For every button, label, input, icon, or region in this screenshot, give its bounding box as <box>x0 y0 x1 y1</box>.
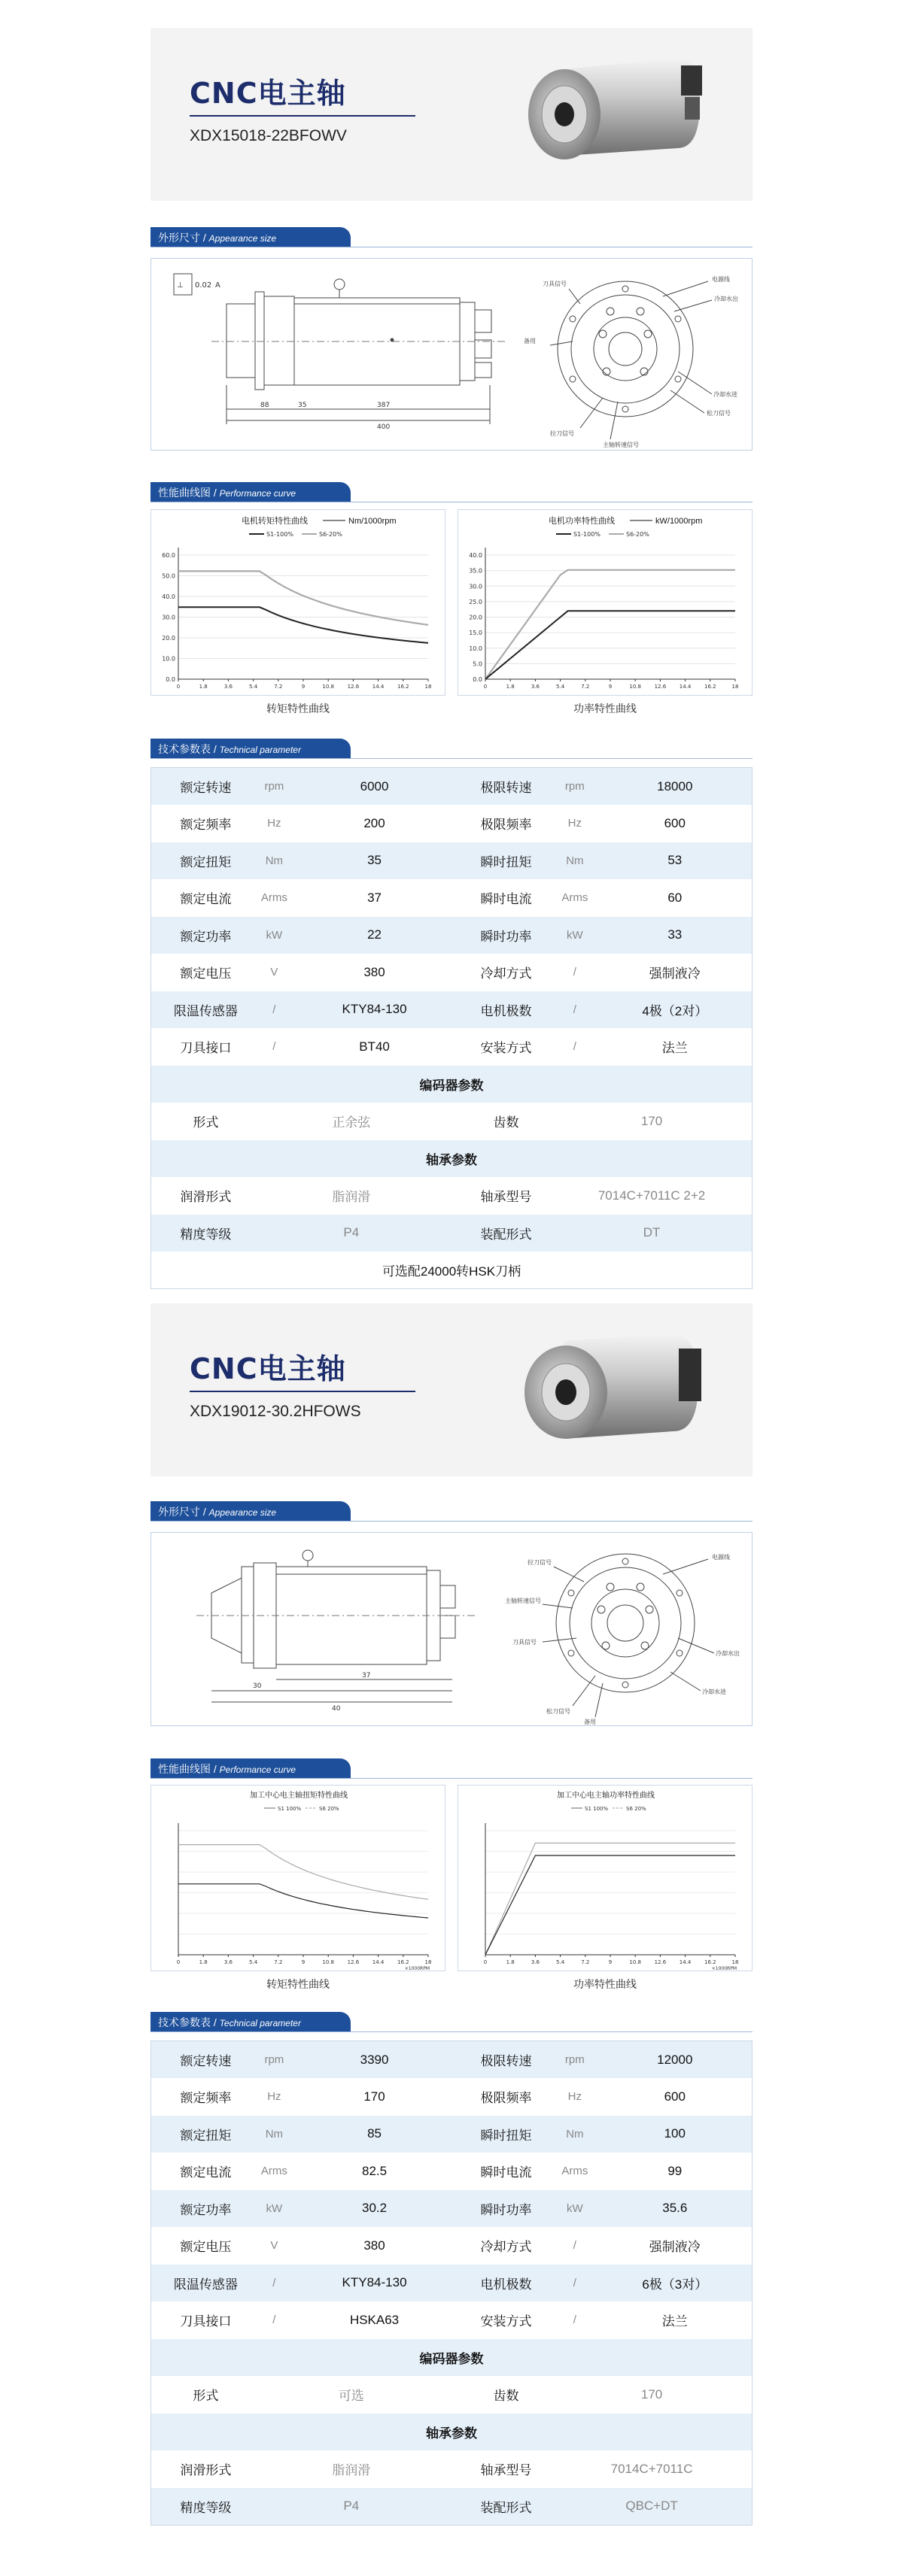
param-unit: rpm <box>251 2041 297 2079</box>
power-curve-caption: 功率特性曲线 <box>573 1978 637 1990</box>
table-note: 可选配24000转HSK刀柄 <box>151 1252 752 1289</box>
param-label: 安装方式 <box>451 1028 552 1066</box>
x-tick-label: 3.6 <box>223 684 233 690</box>
param-value: 600 <box>598 805 752 842</box>
param-label: 额定频率 <box>151 805 251 842</box>
param-label: 额定频率 <box>151 2078 251 2116</box>
table-row <box>151 2376 752 2414</box>
svg-text:387: 387 <box>377 402 391 409</box>
table-row <box>151 2116 752 2153</box>
product-hero <box>150 1303 752 1476</box>
param-label: 额定扭矩 <box>151 2116 251 2153</box>
x-tick-label: 14.4 <box>679 1959 692 1965</box>
table-row <box>151 1028 752 1066</box>
y-tick-label: 10.0 <box>162 655 175 663</box>
dimension-drawing <box>150 258 752 451</box>
param-label: 额定扭矩 <box>151 842 251 880</box>
param-label: 额定转速 <box>151 768 251 806</box>
param-label: 轴承型号 <box>451 1177 552 1215</box>
section-title-encoder: 编码器参数 <box>151 1066 752 1103</box>
param-unit: / <box>251 2265 297 2302</box>
table-row <box>151 2041 752 2079</box>
param-value: 53 <box>598 842 752 880</box>
param-unit: Nm <box>552 2116 597 2153</box>
x-tick-label: 18 <box>424 1959 432 1965</box>
param-label: 装配形式 <box>451 2488 552 2526</box>
param-unit: Nm <box>251 842 297 880</box>
param-unit: V <box>251 954 297 991</box>
param-label: 冷却方式 <box>451 954 552 991</box>
svg-text:松刀信号: 松刀信号 <box>707 410 731 417</box>
dimension-drawing <box>150 1532 752 1726</box>
param-unit: / <box>552 1028 597 1066</box>
table-row <box>151 917 752 954</box>
param-value: P4 <box>251 2488 451 2526</box>
svg-text:刀具信号: 刀具信号 <box>543 281 567 287</box>
param-value: 4极（2对） <box>598 991 752 1029</box>
param-value: 82.5 <box>297 2153 451 2190</box>
table-row <box>151 2488 752 2526</box>
param-value: 强制液冷 <box>598 954 752 991</box>
svg-text:400: 400 <box>377 423 391 431</box>
svg-text:冷却水进: 冷却水进 <box>702 1689 726 1695</box>
param-value: 380 <box>297 2227 451 2265</box>
param-label: 极限频率 <box>451 805 552 842</box>
svg-text:拉刀信号: 拉刀信号 <box>528 1559 552 1566</box>
param-table <box>150 767 752 1289</box>
x-unit-label: ×1000RPM <box>711 1966 737 1971</box>
legend-label: S1-100% <box>266 531 293 538</box>
param-label: 电机极数 <box>451 991 552 1029</box>
svg-text:88: 88 <box>260 402 269 409</box>
y-tick-label: 40.0 <box>162 593 175 600</box>
param-unit: / <box>552 2265 597 2302</box>
y-tick-label: 0.0 <box>473 676 482 683</box>
title-rule <box>190 115 415 117</box>
y-tick-label: 15.0 <box>469 630 482 637</box>
x-tick-label: 12.6 <box>347 1959 360 1965</box>
x-tick-label: 9 <box>608 684 613 690</box>
title-rule <box>190 1391 415 1392</box>
param-value: KTY84-130 <box>297 991 451 1029</box>
y-tick-label: 25.0 <box>469 598 482 605</box>
section-header-param: 技术参数表 / Technical parameter <box>150 739 351 758</box>
x-tick-label: 0 <box>176 684 181 690</box>
param-unit: Arms <box>552 879 597 917</box>
param-value: 6000 <box>297 768 451 806</box>
x-tick-label: 10.8 <box>629 684 641 690</box>
param-unit: / <box>251 1028 297 1066</box>
table-row <box>151 1215 752 1252</box>
param-value: 85 <box>297 2116 451 2153</box>
param-value: 33 <box>598 917 752 954</box>
param-unit: Arms <box>251 879 297 917</box>
legend-label: S6 20% <box>626 1806 646 1812</box>
table-row <box>151 2450 752 2488</box>
product-model: XDX15018-22BFOWV <box>190 127 347 144</box>
x-tick-label: 5.4 <box>556 684 565 690</box>
section-title-en: Appearance size <box>208 1507 277 1518</box>
param-unit: / <box>552 2301 597 2339</box>
param-unit: rpm <box>552 2041 597 2079</box>
product-hero <box>150 28 752 201</box>
y-tick-label: 35.0 <box>469 567 482 575</box>
param-value: 170 <box>552 2376 752 2414</box>
param-label: 冷却方式 <box>451 2227 552 2265</box>
svg-text:冷却水进: 冷却水进 <box>713 391 737 398</box>
x-tick-label: 12.6 <box>654 684 667 690</box>
chart-title: 电机转矩特性曲线 <box>242 517 308 526</box>
table-row <box>151 991 752 1029</box>
x-tick-label: 1.8 <box>506 684 515 690</box>
legend-label: S1 100% <box>278 1806 302 1812</box>
section-title-en: Appearance size <box>208 233 277 244</box>
x-tick-label: 10.8 <box>629 1959 641 1965</box>
svg-text:电源线: 电源线 <box>712 1554 730 1561</box>
table-row <box>151 2078 752 2116</box>
param-label: 装配形式 <box>451 1215 552 1252</box>
x-tick-label: 12.6 <box>654 1959 667 1965</box>
torque-curve-caption: 转矩特性曲线 <box>266 702 330 715</box>
param-label: 精度等级 <box>151 1215 251 1252</box>
section-title-bearing: 轴承参数 <box>151 1140 752 1178</box>
param-unit: Nm <box>552 842 597 880</box>
x-tick-label: 7.2 <box>274 1959 283 1965</box>
x-tick-label: 10.8 <box>322 1959 334 1965</box>
x-tick-label: 16.2 <box>397 1959 409 1965</box>
x-tick-label: 12.6 <box>347 684 360 690</box>
x-tick-label: 5.4 <box>249 1959 258 1965</box>
torque-curve-caption: 转矩特性曲线 <box>266 1978 330 1990</box>
param-label: 瞬时功率 <box>451 2190 552 2228</box>
param-label: 刀具接口 <box>151 1028 251 1066</box>
spindle-image <box>512 43 707 186</box>
y-tick-label: 30.0 <box>162 614 175 621</box>
param-label: 齿数 <box>451 1103 552 1140</box>
section-header-curve: 性能曲线图 / Performance curve <box>150 1758 351 1778</box>
chart-unit: Nm/1000rpm <box>348 517 397 526</box>
param-value: DT <box>552 1215 752 1252</box>
x-tick-label: 14.4 <box>372 1959 385 1965</box>
svg-text:40: 40 <box>332 1705 341 1713</box>
y-tick-label: 5.0 <box>473 660 482 668</box>
param-value: 6极（3对） <box>598 2265 752 2302</box>
table-row <box>151 1140 752 1178</box>
param-label: 电机极数 <box>451 2265 552 2302</box>
param-value: HSKA63 <box>297 2301 451 2339</box>
param-unit: / <box>552 2227 597 2265</box>
param-unit: kW <box>251 2190 297 2228</box>
param-label: 形式 <box>151 1103 251 1140</box>
section-title-en: Technical parameter <box>219 2018 301 2028</box>
section-title-cn: 技术参数表 <box>158 743 211 755</box>
param-label: 润滑形式 <box>151 2450 251 2488</box>
series-s1-line <box>485 611 735 679</box>
section-title-cn: 技术参数表 <box>158 2016 211 2028</box>
section-title-bearing: 轴承参数 <box>151 2414 752 2451</box>
param-label: 瞬时扭矩 <box>451 842 552 880</box>
svg-text:电源线: 电源线 <box>712 276 730 283</box>
param-value: 170 <box>297 2078 451 2116</box>
x-tick-label: 16.2 <box>704 1959 716 1965</box>
svg-text:拉刀信号: 拉刀信号 <box>550 430 574 437</box>
param-value: 35 <box>297 842 451 880</box>
param-label: 形式 <box>151 2376 251 2414</box>
param-unit: Hz <box>552 805 597 842</box>
param-unit: Arms <box>552 2153 597 2190</box>
section-title-en: Performance curve <box>219 1764 296 1775</box>
param-value: P4 <box>251 1215 451 1252</box>
param-label: 额定电流 <box>151 879 251 917</box>
svg-text:A: A <box>215 281 220 290</box>
product-title: CNC电主轴 <box>190 1352 346 1385</box>
x-tick-label: 3.6 <box>531 684 540 690</box>
table-row <box>151 954 752 991</box>
param-unit: kW <box>251 917 297 954</box>
param-value: QBC+DT <box>552 2488 752 2526</box>
param-unit: rpm <box>552 768 597 806</box>
param-value: 7014C+7011C <box>552 2450 752 2488</box>
x-tick-label: 7.2 <box>581 1959 590 1965</box>
table-row <box>151 2414 752 2451</box>
y-tick-label: 0.0 <box>166 676 175 683</box>
chart-title: 加工中心电主轴扭矩特性曲线 <box>250 1792 348 1800</box>
svg-text:冷却水出: 冷却水出 <box>714 296 738 302</box>
power-curve-chart <box>458 1785 752 1971</box>
product-title: CNC电主轴 <box>190 77 346 110</box>
x-tick-label: 7.2 <box>274 684 283 690</box>
svg-text:37: 37 <box>362 1672 371 1679</box>
x-tick-label: 0 <box>176 1959 181 1965</box>
power-curve-caption: 功率特性曲线 <box>573 702 637 715</box>
torque-curve-chart <box>150 509 445 696</box>
table-row <box>151 2153 752 2190</box>
x-tick-label: 0 <box>483 684 488 690</box>
y-tick-label: 30.0 <box>469 583 482 590</box>
svg-text:⊥: ⊥ <box>177 281 184 290</box>
svg-text:主轴转速信号: 主轴转速信号 <box>603 441 639 448</box>
param-value: 600 <box>598 2078 752 2116</box>
param-value: 脂润滑 <box>251 2450 451 2488</box>
x-tick-label: 0 <box>483 1959 488 1965</box>
table-row <box>151 805 752 842</box>
param-value: 100 <box>598 2116 752 2153</box>
param-value: 30.2 <box>297 2190 451 2228</box>
svg-text:冷却水出: 冷却水出 <box>716 1650 740 1657</box>
x-tick-label: 9 <box>301 684 306 690</box>
power-curve-chart <box>458 509 752 696</box>
param-label: 额定转速 <box>151 2041 251 2079</box>
param-unit: Arms <box>251 2153 297 2190</box>
param-unit: kW <box>552 2190 597 2228</box>
param-value: 12000 <box>598 2041 752 2079</box>
param-unit: V <box>251 2227 297 2265</box>
x-tick-label: 18 <box>424 684 432 690</box>
section-title-encoder: 编码器参数 <box>151 2339 752 2377</box>
param-value: BT40 <box>297 1028 451 1066</box>
section-title-en: Technical parameter <box>219 745 301 755</box>
table-row <box>151 2301 752 2339</box>
y-tick-label: 10.0 <box>469 645 482 652</box>
param-value: 22 <box>297 917 451 954</box>
svg-text:松刀信号: 松刀信号 <box>546 1708 570 1715</box>
product-model: XDX19012-30.2HFOWS <box>190 1403 361 1420</box>
legend-label: S6 20% <box>319 1806 339 1812</box>
product-2 <box>150 1303 752 2515</box>
svg-text:30: 30 <box>253 1682 262 1690</box>
param-value: 18000 <box>598 768 752 806</box>
param-label: 瞬时电流 <box>451 879 552 917</box>
table-row <box>151 768 752 806</box>
table-row <box>151 842 752 880</box>
table-row <box>151 2227 752 2265</box>
param-label: 额定电压 <box>151 2227 251 2265</box>
svg-text:0.02: 0.02 <box>195 281 212 290</box>
param-value: 7014C+7011C 2+2 <box>552 1177 752 1215</box>
param-label: 瞬时功率 <box>451 917 552 954</box>
series-s1-line <box>178 1884 428 1918</box>
section-header-curve: 性能曲线图 / Performance curve <box>150 482 351 502</box>
section-title-cn: 性能曲线图 <box>158 1763 211 1775</box>
section-header-param: 技术参数表 / Technical parameter <box>150 2012 351 2031</box>
table-row <box>151 1252 752 1289</box>
x-tick-label: 16.2 <box>704 684 716 690</box>
param-value: 强制液冷 <box>598 2227 752 2265</box>
legend-label: S1-100% <box>573 531 600 538</box>
y-tick-label: 60.0 <box>162 552 175 559</box>
param-unit: / <box>251 2301 297 2339</box>
x-tick-label: 14.4 <box>372 684 385 690</box>
x-tick-label: 18 <box>731 1959 739 1965</box>
param-value: 法兰 <box>598 1028 752 1066</box>
x-tick-label: 1.8 <box>199 1959 208 1965</box>
x-tick-label: 5.4 <box>249 684 258 690</box>
x-tick-label: 10.8 <box>322 684 334 690</box>
param-label: 极限频率 <box>451 2078 552 2116</box>
param-label: 瞬时电流 <box>451 2153 552 2190</box>
x-tick-label: 3.6 <box>531 1959 540 1965</box>
param-label: 限温传感器 <box>151 991 251 1029</box>
x-tick-label: 1.8 <box>506 1959 515 1965</box>
param-label: 额定功率 <box>151 2190 251 2228</box>
param-label: 限温传感器 <box>151 2265 251 2302</box>
torque-curve-chart <box>150 1785 445 1971</box>
table-row <box>151 2265 752 2302</box>
table-row <box>151 2339 752 2377</box>
svg-text:35: 35 <box>298 402 307 409</box>
svg-text:备用: 备用 <box>584 1719 596 1725</box>
param-label: 刀具接口 <box>151 2301 251 2339</box>
section-title-cn: 外形尺寸 <box>158 1506 200 1518</box>
param-value: 170 <box>552 1103 752 1140</box>
param-label: 额定电流 <box>151 2153 251 2190</box>
x-tick-label: 5.4 <box>556 1959 565 1965</box>
series-s6-line <box>485 1843 735 1956</box>
param-label: 极限转速 <box>451 768 552 806</box>
x-unit-label: ×1000RPM <box>404 1966 430 1971</box>
section-title-cn: 外形尺寸 <box>158 232 200 244</box>
param-unit: / <box>552 991 597 1029</box>
param-value: 35.6 <box>598 2190 752 2228</box>
chart-title: 加工中心电主轴功率特性曲线 <box>557 1792 655 1800</box>
param-unit: Nm <box>251 2116 297 2153</box>
product-1 <box>150 28 752 1279</box>
param-value: 法兰 <box>598 2301 752 2339</box>
param-label: 额定功率 <box>151 917 251 954</box>
param-label: 轴承型号 <box>451 2450 552 2488</box>
param-value: 正余弦 <box>251 1103 451 1140</box>
section-header-dimension: 外形尺寸 / Appearance size <box>150 227 351 247</box>
svg-text:刀具信号: 刀具信号 <box>512 1639 537 1646</box>
table-row <box>151 1177 752 1215</box>
table-row <box>151 1103 752 1140</box>
section-title-en: Performance curve <box>219 488 296 499</box>
table-row <box>151 879 752 917</box>
y-tick-label: 50.0 <box>162 572 175 580</box>
y-tick-label: 20.0 <box>162 635 175 642</box>
param-label: 齿数 <box>451 2376 552 2414</box>
param-value: 可选 <box>251 2376 451 2414</box>
chart-title: 电机功率特性曲线 <box>549 517 615 526</box>
chart-unit: kW/1000rpm <box>655 517 703 526</box>
x-tick-label: 1.8 <box>199 684 208 690</box>
param-unit: Hz <box>251 805 297 842</box>
param-unit: / <box>552 954 597 991</box>
x-tick-label: 3.6 <box>223 1959 233 1965</box>
param-value: 99 <box>598 2153 752 2190</box>
legend-label: S6-20% <box>319 531 342 538</box>
x-tick-label: 9 <box>608 1959 613 1965</box>
x-tick-label: 18 <box>731 684 739 690</box>
x-tick-label: 9 <box>301 1959 306 1965</box>
legend-label: S6-20% <box>626 531 649 538</box>
param-label: 安装方式 <box>451 2301 552 2339</box>
param-label: 精度等级 <box>151 2488 251 2526</box>
x-tick-label: 16.2 <box>397 684 409 690</box>
param-value: 200 <box>297 805 451 842</box>
param-value: 3390 <box>297 2041 451 2079</box>
svg-text:主轴转速信号: 主轴转速信号 <box>505 1597 541 1604</box>
spindle-image <box>512 1318 707 1461</box>
param-unit: Hz <box>552 2078 597 2116</box>
section-title-cn: 性能曲线图 <box>158 487 211 499</box>
param-value: 380 <box>297 954 451 991</box>
param-unit: Hz <box>251 2078 297 2116</box>
table-row <box>151 2190 752 2228</box>
section-header-dimension: 外形尺寸 / Appearance size <box>150 1501 351 1521</box>
x-tick-label: 14.4 <box>679 684 692 690</box>
param-label: 极限转速 <box>451 2041 552 2079</box>
svg-text:备用: 备用 <box>524 338 536 344</box>
param-value: 60 <box>598 879 752 917</box>
y-tick-label: 40.0 <box>469 552 482 559</box>
param-unit: / <box>251 991 297 1029</box>
param-label: 润滑形式 <box>151 1177 251 1215</box>
legend-label: S1 100% <box>585 1806 609 1812</box>
param-label: 额定电压 <box>151 954 251 991</box>
x-tick-label: 7.2 <box>581 684 590 690</box>
param-value: 脂润滑 <box>251 1177 451 1215</box>
param-value: KTY84-130 <box>297 2265 451 2302</box>
y-tick-label: 20.0 <box>469 614 482 621</box>
param-unit: rpm <box>251 768 297 806</box>
param-label: 瞬时扭矩 <box>451 2116 552 2153</box>
table-row <box>151 1066 752 1103</box>
param-value: 37 <box>297 879 451 917</box>
param-table <box>150 2040 752 2526</box>
param-unit: kW <box>552 917 597 954</box>
